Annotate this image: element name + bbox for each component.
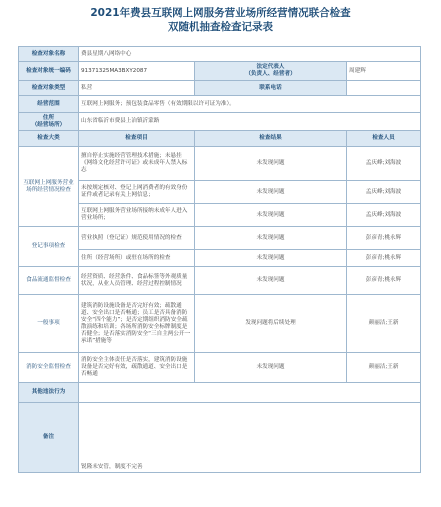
row-credit-code: [19, 62, 421, 81]
result-text: 未发现问题: [195, 353, 347, 383]
label-address: 住所 （经营场所）: [19, 113, 79, 131]
page-title: [0, 6, 441, 34]
row-object-name: [19, 47, 421, 62]
item-text: 营业执照（登记证）规范使用情况的检查: [79, 227, 195, 250]
label-legal-rep: 法定代表人 （负责人、经营者）: [195, 62, 347, 81]
header-item: 检查项目: [79, 131, 195, 147]
table-row: [19, 267, 421, 295]
value-remarks: 锐隆未安管，制度不完善: [79, 403, 421, 473]
result-text: 未发现问题: [195, 227, 347, 250]
category-food: 食品流通监督检查: [19, 267, 79, 295]
item-text: 消防安全主体责任是否落实，建筑消防设施设备是否完好有效，疏散通道、安全出口是否畅通: [79, 353, 195, 383]
inspector-text: 孟庆峰;刘海波: [347, 204, 421, 227]
table-row: [19, 181, 421, 204]
label-object-type: 检查对象类型: [19, 81, 79, 96]
item-text: 擅自停止实施经营管理技术措施；未悬挂《网络文化经营许可证》或未成年人禁入标志: [79, 147, 195, 181]
label-other-violations: 其他违法行为: [19, 383, 79, 403]
title-line-2: 双随机抽查检查记录表: [168, 21, 273, 33]
row-address: [19, 113, 421, 131]
header-inspector: 检查人员: [347, 131, 421, 147]
table-row: [19, 295, 421, 353]
inspection-record-page: [0, 6, 441, 507]
result-text: 未发现问题: [195, 204, 347, 227]
table-row: [19, 147, 421, 181]
inspector-text: 颜丽洁;王新: [347, 353, 421, 383]
result-text: 未发现问题: [195, 250, 347, 267]
result-text: 发现问题将后续处理: [195, 295, 347, 353]
result-text: 未发现问题: [195, 147, 347, 181]
row-other-violations: [19, 383, 421, 403]
label-object-name: 检查对象名称: [19, 47, 79, 62]
row-headers: [19, 131, 421, 147]
category-registration: 登记事项检查: [19, 227, 79, 267]
inspector-text: 彭彦青;桃永辉: [347, 250, 421, 267]
header-result: 检查结果: [195, 131, 347, 147]
item-text: 未按规定核对、登记上网消费者的有效身份证件或者记录有关上网信息；: [79, 181, 195, 204]
table-row: [19, 204, 421, 227]
item-text: 建筑消防设施设备是否完好有效；疏散通道、安全出口是否畅通；员工是否具备消防安全“四个能力”；是否定期组织消防安全疏散演练和培训；各场所消防安全标牌制度是否健全；是否落实消防安全“三自主两公开一承诺”措施等: [79, 295, 195, 353]
header-category: 检查大类: [19, 131, 79, 147]
category-fire-safety: 消防安全监督检查: [19, 353, 79, 383]
item-text: 互联网上网服务营业场所接纳未成年人进入营业场所；: [79, 204, 195, 227]
inspector-text: 孟庆峰;刘海波: [347, 147, 421, 181]
value-contact-phone: [347, 81, 421, 96]
table-row: [19, 353, 421, 383]
inspector-text: 彭彦青;桃永辉: [347, 267, 421, 295]
item-text: 住所（经营场所）或驻在场所的检查: [79, 250, 195, 267]
table-row: [19, 250, 421, 267]
title-line-1: 2021年费县互联网上网服务营业场所经营情况联合检查: [90, 7, 351, 19]
result-text: 未发现问题: [195, 267, 347, 295]
value-other-violations: [79, 383, 421, 403]
inspector-text: 彭彦青;桃永辉: [347, 227, 421, 250]
label-business-scope: 经营范围: [19, 96, 79, 113]
row-business-scope: [19, 96, 421, 113]
value-credit-code: 91371325MA3BXY2087: [79, 62, 195, 81]
value-business-scope: 互联网上网服务；预包装食品零售（有效期限以许可证为准）。: [79, 96, 421, 113]
inspector-text: 颜丽洁;王新: [347, 295, 421, 353]
inspection-table: [18, 46, 421, 473]
label-credit-code: 检查对象统一编码: [19, 62, 79, 81]
value-object-type: 私营: [79, 81, 195, 96]
category-general: 一般事项: [19, 295, 79, 353]
value-address: 山东省临沂市费县上冶镇沂蒙路: [79, 113, 421, 131]
table-row: [19, 227, 421, 250]
row-remarks: [19, 403, 421, 473]
item-text: 经营资质、经营条件、食品标签等外观质量状况，从业人员管理、经营过程控制情况: [79, 267, 195, 295]
label-remarks: 备注: [19, 403, 79, 473]
value-object-name: 费县星期八网络中心: [79, 47, 421, 62]
value-legal-rep: 周建辉: [347, 62, 421, 81]
label-contact-phone: 联系电话: [195, 81, 347, 96]
inspector-text: 孟庆峰;刘海波: [347, 181, 421, 204]
row-object-type: [19, 81, 421, 96]
category-internet-cafe: 互联网上网服务营业场所经营情况检查: [19, 147, 79, 227]
result-text: 未发现问题: [195, 181, 347, 204]
